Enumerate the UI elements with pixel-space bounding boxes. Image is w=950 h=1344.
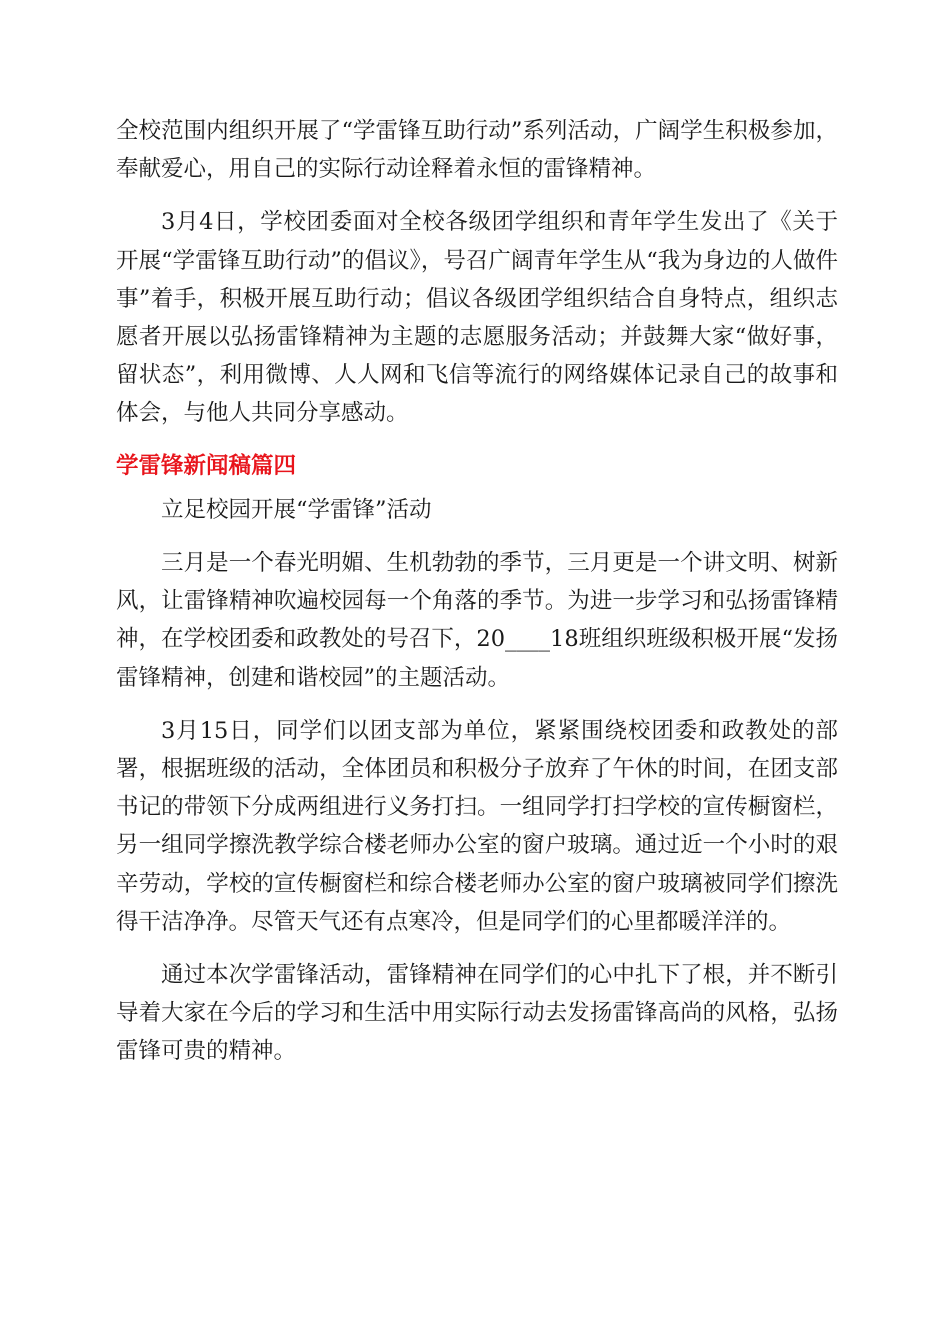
paragraph-march: 三月是一个春光明媚、生机勃勃的季节，三月更是一个讲文明、树新风，让雷锋精神吹遍校园每一个角落的季节。为进一步学习和弘扬雷锋精神，在学校团委和政教处的号召下，20____18班组织班级积极开展“发扬雷锋精神，创建和谐校园”的主题活动。: [116, 550, 838, 691]
document-page: [116, 112, 838, 1071]
paragraph-initiative: 3月4日，学校团委面对全校各级团学组织和青年学生发出了《关于开展“学雷锋互助行动”的倡议》，号召广阔青年学生从“我为身边的人做件事”着手，积极开展互助行动；倡议各级团学组织结合自身特点，组织志愿者开展以弘扬雷锋精神为主题的志愿服务活动；并鼓舞大家“做好事，留状态”，利用微博、人人网和飞信等流行的网络媒体记录自己的故事和体会，与他人共同分享感动。: [116, 209, 838, 427]
paragraph-continuation: 全校范围内组织开展了“学雷锋互助行动”系列活动，广阔学生积极参加，奉献爱心，用自己的实际行动诠释着永恒的雷锋精神。: [116, 118, 838, 183]
paragraph-cleanup: 3月15日，同学们以团支部为单位，紧紧围绕校团委和政教处的部署，根据班级的活动，全体团员和积极分子放弃了午休的时间，在团支部书记的带领下分成两组进行义务打扫。一组同学打扫学校的宣传橱窗栏，另一组同学擦洗教学综合楼老师办公室的窗户玻璃。通过近一个小时的艰辛劳动，学校的宣传橱窗栏和综合楼老师办公室的窗户玻璃被同学们擦洗得干洁净净。尽管天气还有点寒冷，但是同学们的心里都暖洋洋的。: [116, 717, 838, 935]
section-subtitle: 立足校园开展“学雷锋”活动: [161, 496, 432, 523]
paragraph-conclusion: 通过本次学雷锋活动，雷锋精神在同学们的心中扎下了根，并不断引导着大家在今后的学习和生活中用实际行动去发扬雷锋高尚的风格，弘扬雷锋可贵的精神。: [116, 962, 838, 1065]
section-heading: 学雷锋新闻稿篇四: [116, 452, 297, 479]
